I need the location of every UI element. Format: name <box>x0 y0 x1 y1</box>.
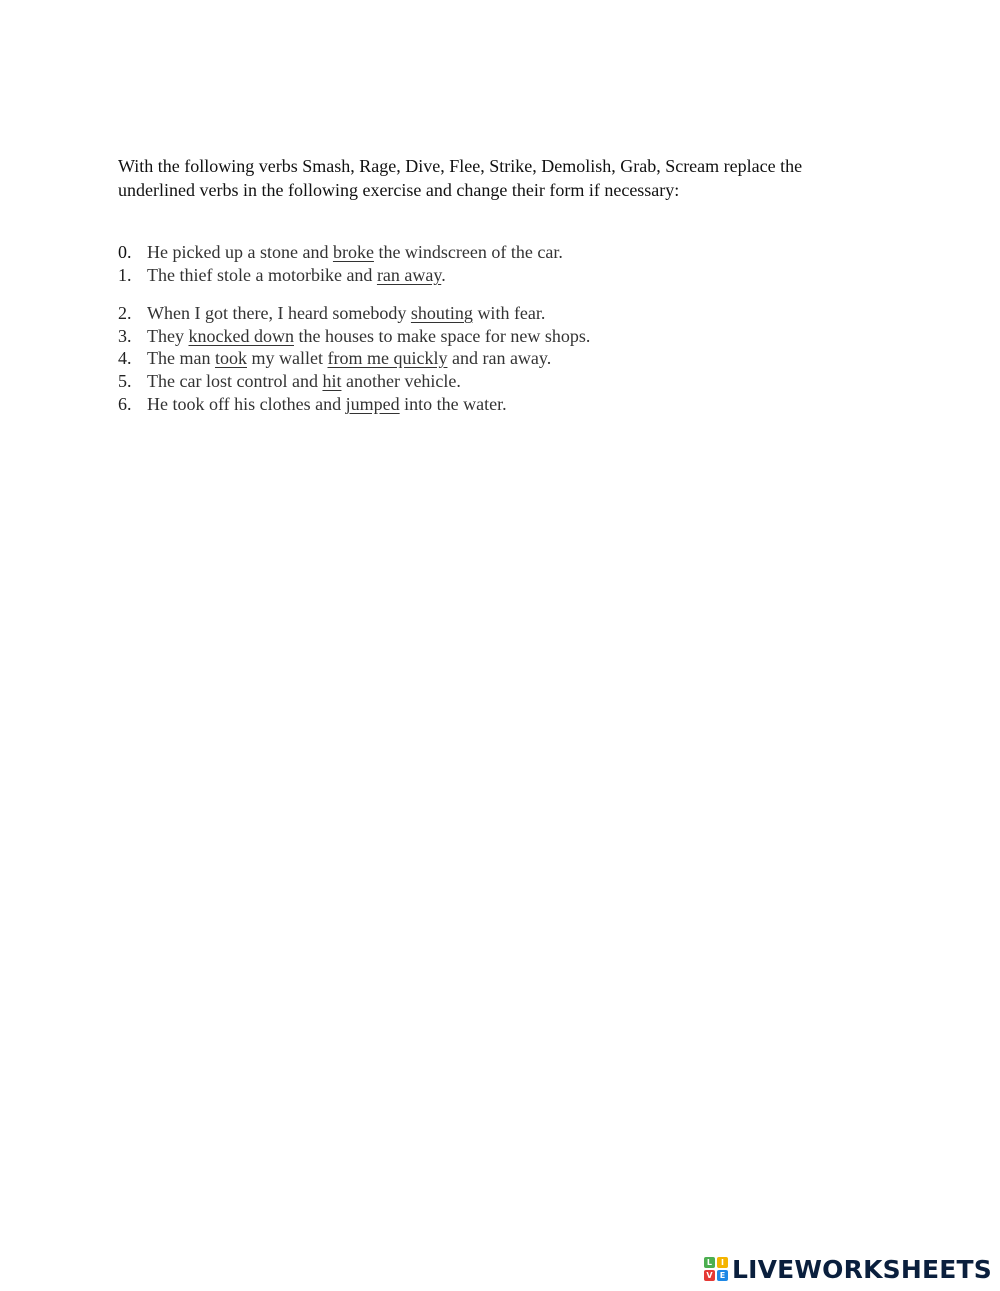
liveworksheets-logo <box>704 1255 992 1283</box>
item-text-before: He took off his clothes and <box>147 394 346 414</box>
exercise-item-2 <box>118 302 545 324</box>
item-text-after: with fear. <box>472 303 546 323</box>
exercise-item-6 <box>118 393 507 415</box>
underlined-phrase: from me quickly <box>327 348 448 368</box>
exercise-item-1 <box>118 264 446 286</box>
logo-letter-l: L <box>704 1257 715 1268</box>
underlined-verb: ran away <box>376 265 442 285</box>
item-text-after: another vehicle. <box>341 371 461 391</box>
item-number: 2. <box>118 303 132 323</box>
item-text-before: They <box>147 326 189 346</box>
item-number: 4. <box>118 348 132 368</box>
item-text-before: The car lost control and <box>147 371 323 391</box>
item-text-before: The man <box>147 348 215 368</box>
item-number: 6. <box>118 394 132 414</box>
exercise-item-4 <box>118 347 551 369</box>
item-text-after: the houses to make space for new shops. <box>293 326 591 346</box>
underlined-verb: jumped <box>345 394 400 414</box>
item-text-after: and ran away. <box>447 348 552 368</box>
exercise-item-0 <box>118 241 563 263</box>
item-text-before: When I got there, I heard somebody <box>147 303 411 323</box>
brand-wordmark: LIVEWORKSHEETS <box>731 1254 992 1284</box>
underlined-verb: hit <box>322 371 342 391</box>
exercise-item-3 <box>118 325 590 347</box>
item-number: 1. <box>118 265 132 285</box>
item-number: 0. <box>118 242 132 262</box>
live-logo-icon <box>704 1257 728 1281</box>
item-text-middle: my wallet <box>247 348 328 368</box>
item-number: 3. <box>118 326 132 346</box>
item-number: 5. <box>118 371 132 391</box>
logo-letter-v: V <box>704 1270 715 1281</box>
instructions: With the following verbs Smash, Rage, Dive, Flee, Strike, Demolish, Grab, Scream replace the underlined verbs in the following exercise and change their form if necessary: <box>118 156 803 200</box>
item-text-before: The thief stole a motorbike and <box>147 265 377 285</box>
underlined-verb: shouting <box>410 303 473 323</box>
exercise-item-5 <box>118 370 461 392</box>
item-text-after: . <box>441 265 446 285</box>
logo-letter-e: E <box>717 1270 728 1281</box>
underlined-verb: knocked down <box>188 326 294 346</box>
item-text-after: into the water. <box>399 394 507 414</box>
item-text-before: He picked up a stone and <box>147 242 333 262</box>
logo-letter-i: I <box>717 1257 728 1268</box>
underlined-verb: took <box>214 348 247 368</box>
item-text-after: the windscreen of the car. <box>373 242 563 262</box>
underlined-verb: broke <box>332 242 374 262</box>
